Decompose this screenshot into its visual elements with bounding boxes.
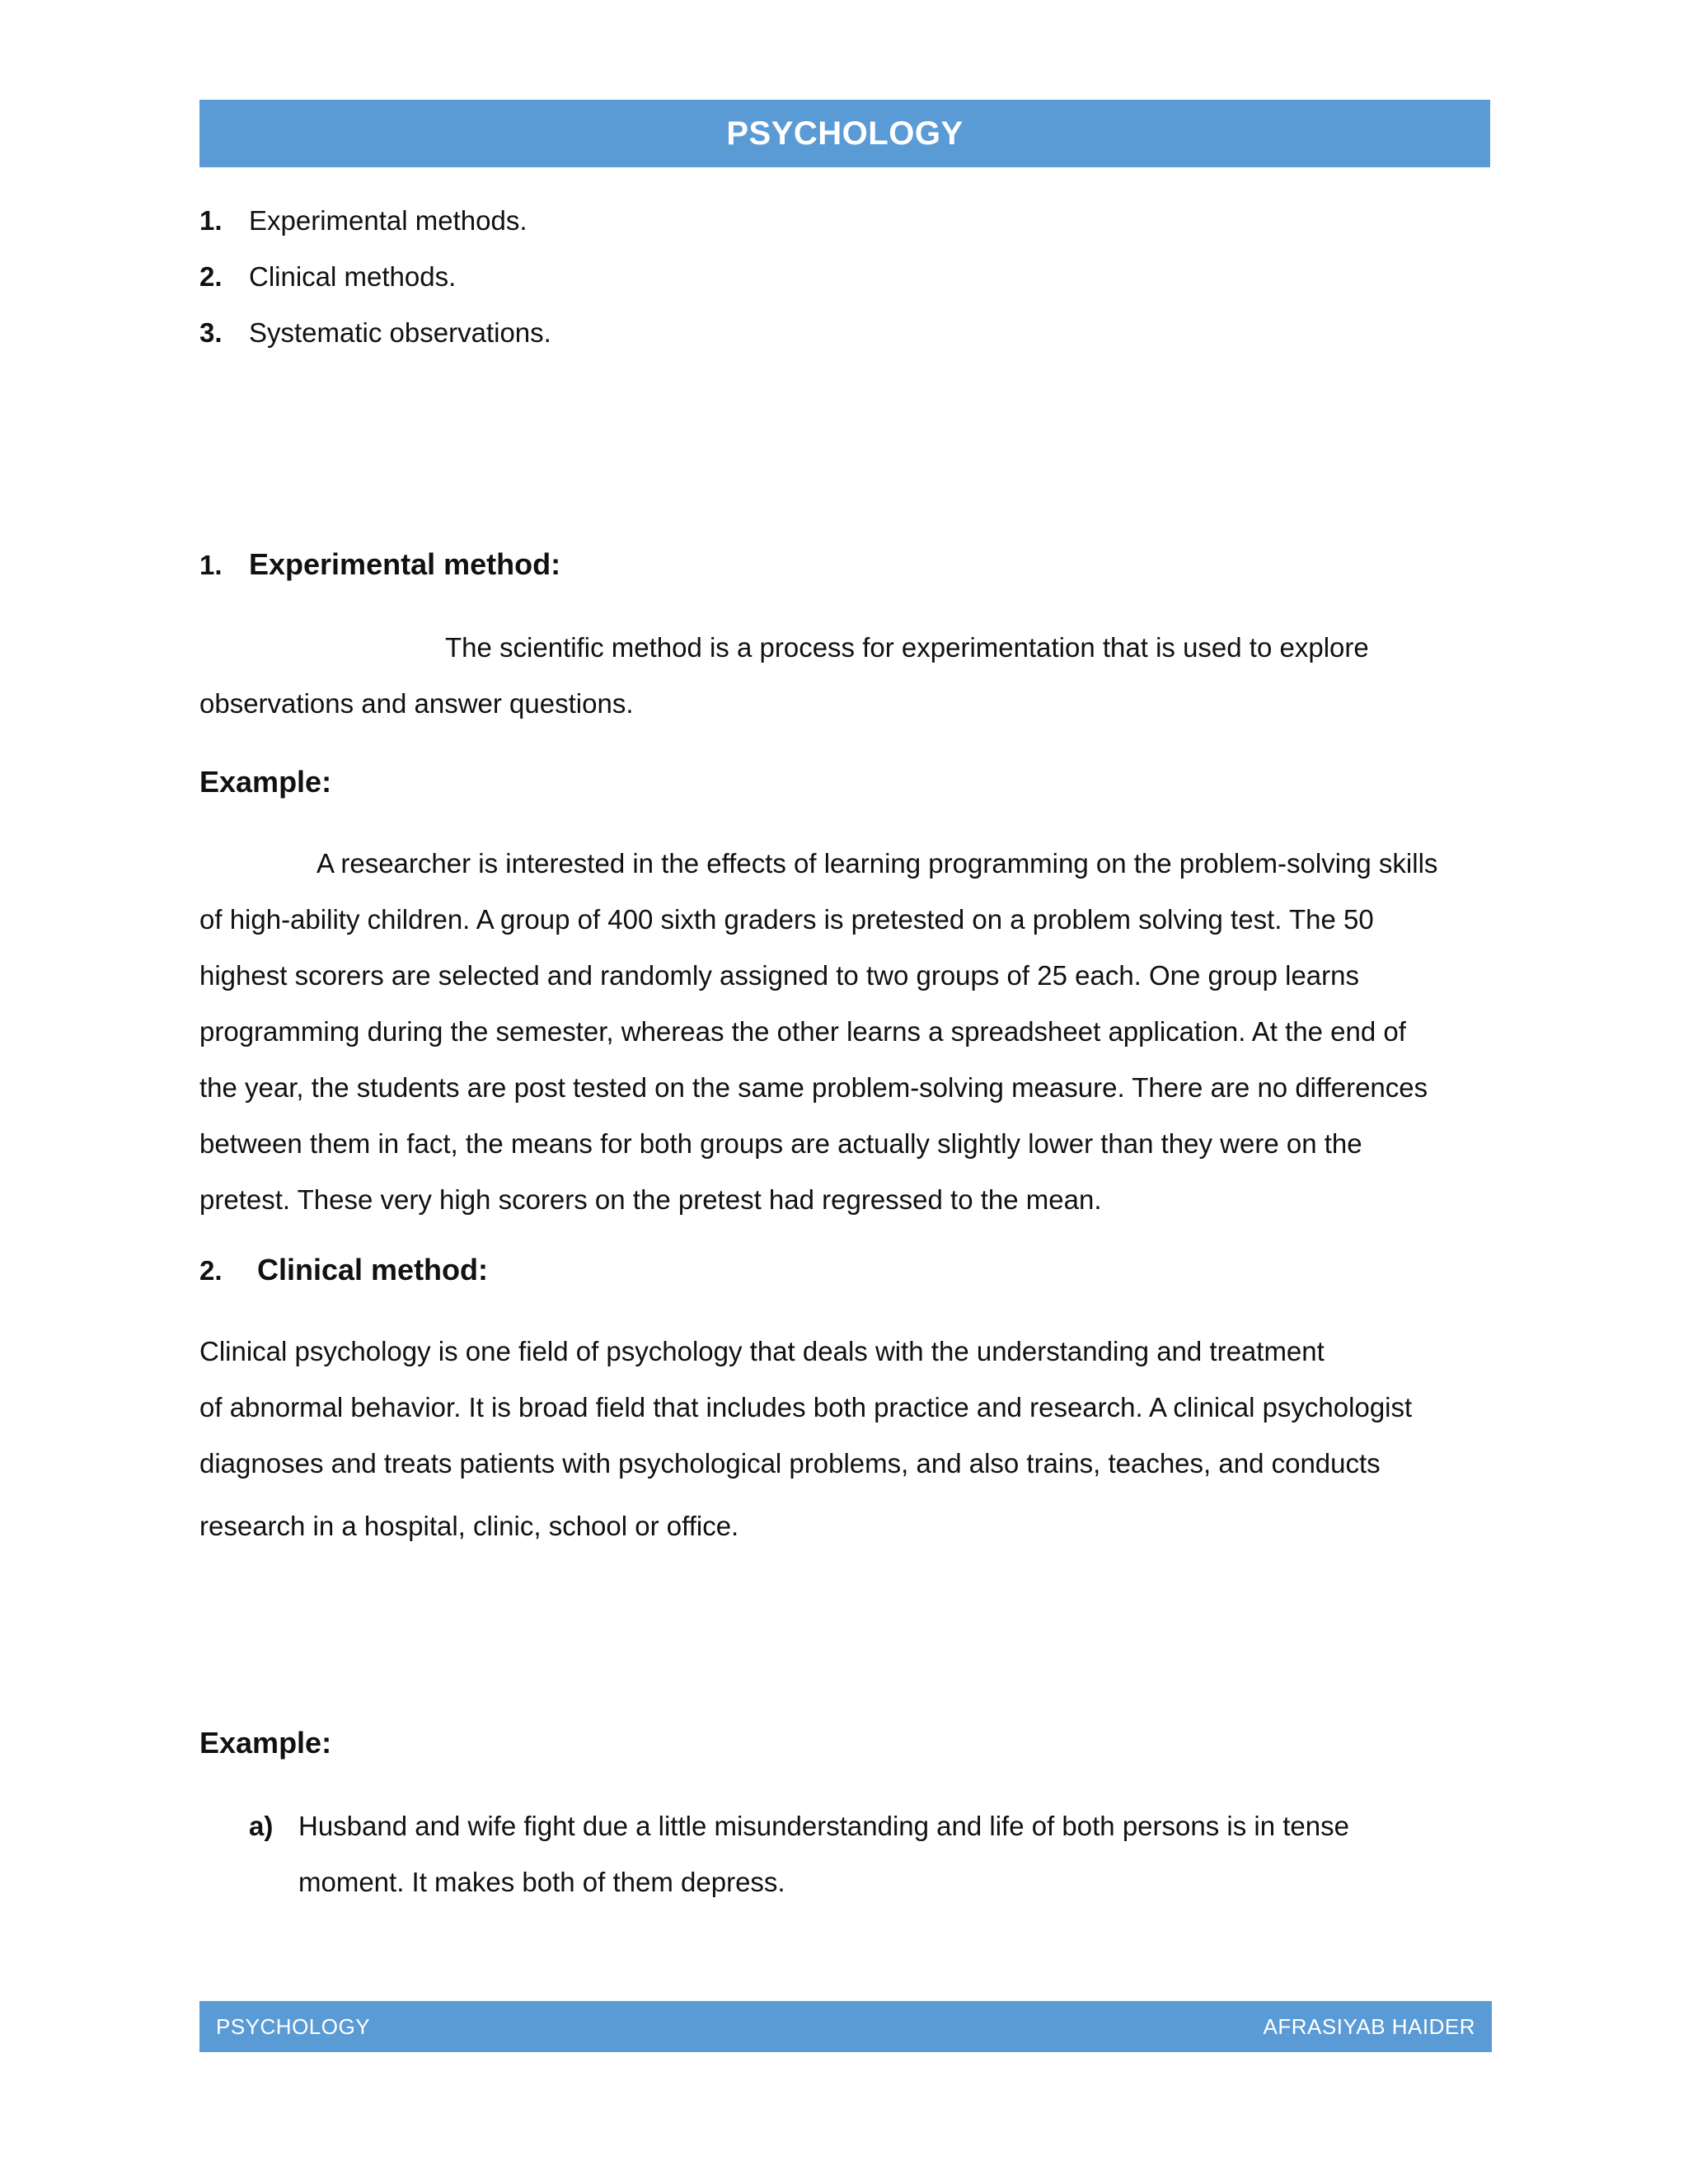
methods-list-item [199,316,551,349]
header-bar [199,100,1490,167]
methods-list-item [199,260,456,293]
section-number: 2. [199,1255,223,1286]
paragraph-line: observations and answer questions. [199,688,634,719]
experimental-example [199,836,1490,1228]
paragraph-line: Husband and wife fight due a little misunderstanding and life of both persons is in tense [298,1811,1349,1841]
item-marker: a) [249,1811,274,1841]
section-heading-clinical [199,1253,488,1287]
section-title: Experimental method: [249,547,561,581]
paragraph-line: programming during the semester, whereas the other learns a spreadsheet application. At the end of [199,1016,1406,1047]
section-number: 1. [199,550,223,580]
footer-left-text: PSYCHOLOGY [216,2013,371,2039]
paragraph-line: pretest. These very high scorers on the pretest had regressed to the mean. [199,1184,1102,1215]
clinical-definition [199,1324,1490,1554]
list-text: Systematic observations. [249,317,551,348]
example-item [249,1798,1349,1910]
methods-list-item [199,204,528,237]
footer-author: AFRASIYAB HAIDER [1263,2013,1475,2039]
list-text: Experimental methods. [249,205,528,236]
paragraph-line: the year, the students are post tested on the same problem-solving measure. There are no differences [199,1072,1428,1103]
list-number: 2. [199,261,223,292]
footer-bar [199,2001,1492,2052]
paragraph-line: of abnormal behavior. It is broad field that includes both practice and research. A clinical psychologist [199,1392,1413,1422]
experimental-definition [199,620,1490,732]
item-body [249,1798,1349,1910]
example-heading: Example: [199,1726,332,1760]
paragraph-line: A researcher is interested in the effects of learning programming on the problem-solving skills [316,848,1438,879]
section-heading-experimental [199,547,560,582]
paragraph-line: research in a hospital, clinic, school or office. [199,1511,739,1541]
paragraph-line: Clinical psychology is one field of psychology that deals with the understanding and treatment [199,1336,1325,1366]
list-number: 1. [199,205,223,236]
paragraph-line: between them in fact, the means for both groups are actually slightly lower than they were on the [199,1128,1362,1159]
example-heading: Example: [199,765,332,799]
page-title: PSYCHOLOGY [726,115,964,152]
paragraph-line: moment. It makes both of them depress. [298,1867,785,1897]
list-text: Clinical methods. [249,261,457,292]
paragraph-line: highest scorers are selected and randomly assigned to two groups of 25 each. One group learns [199,960,1359,991]
paragraph-line: of high-ability children. A group of 400 sixth graders is pretested on a problem solving test. The 50 [199,904,1374,935]
paragraph-line: diagnoses and treats patients with psychological problems, and also trains, teaches, and conducts [199,1448,1381,1479]
paragraph-line: The scientific method is a process for experimentation that is used to explore [445,632,1369,663]
section-title: Clinical method: [257,1253,489,1286]
list-number: 3. [199,317,223,348]
